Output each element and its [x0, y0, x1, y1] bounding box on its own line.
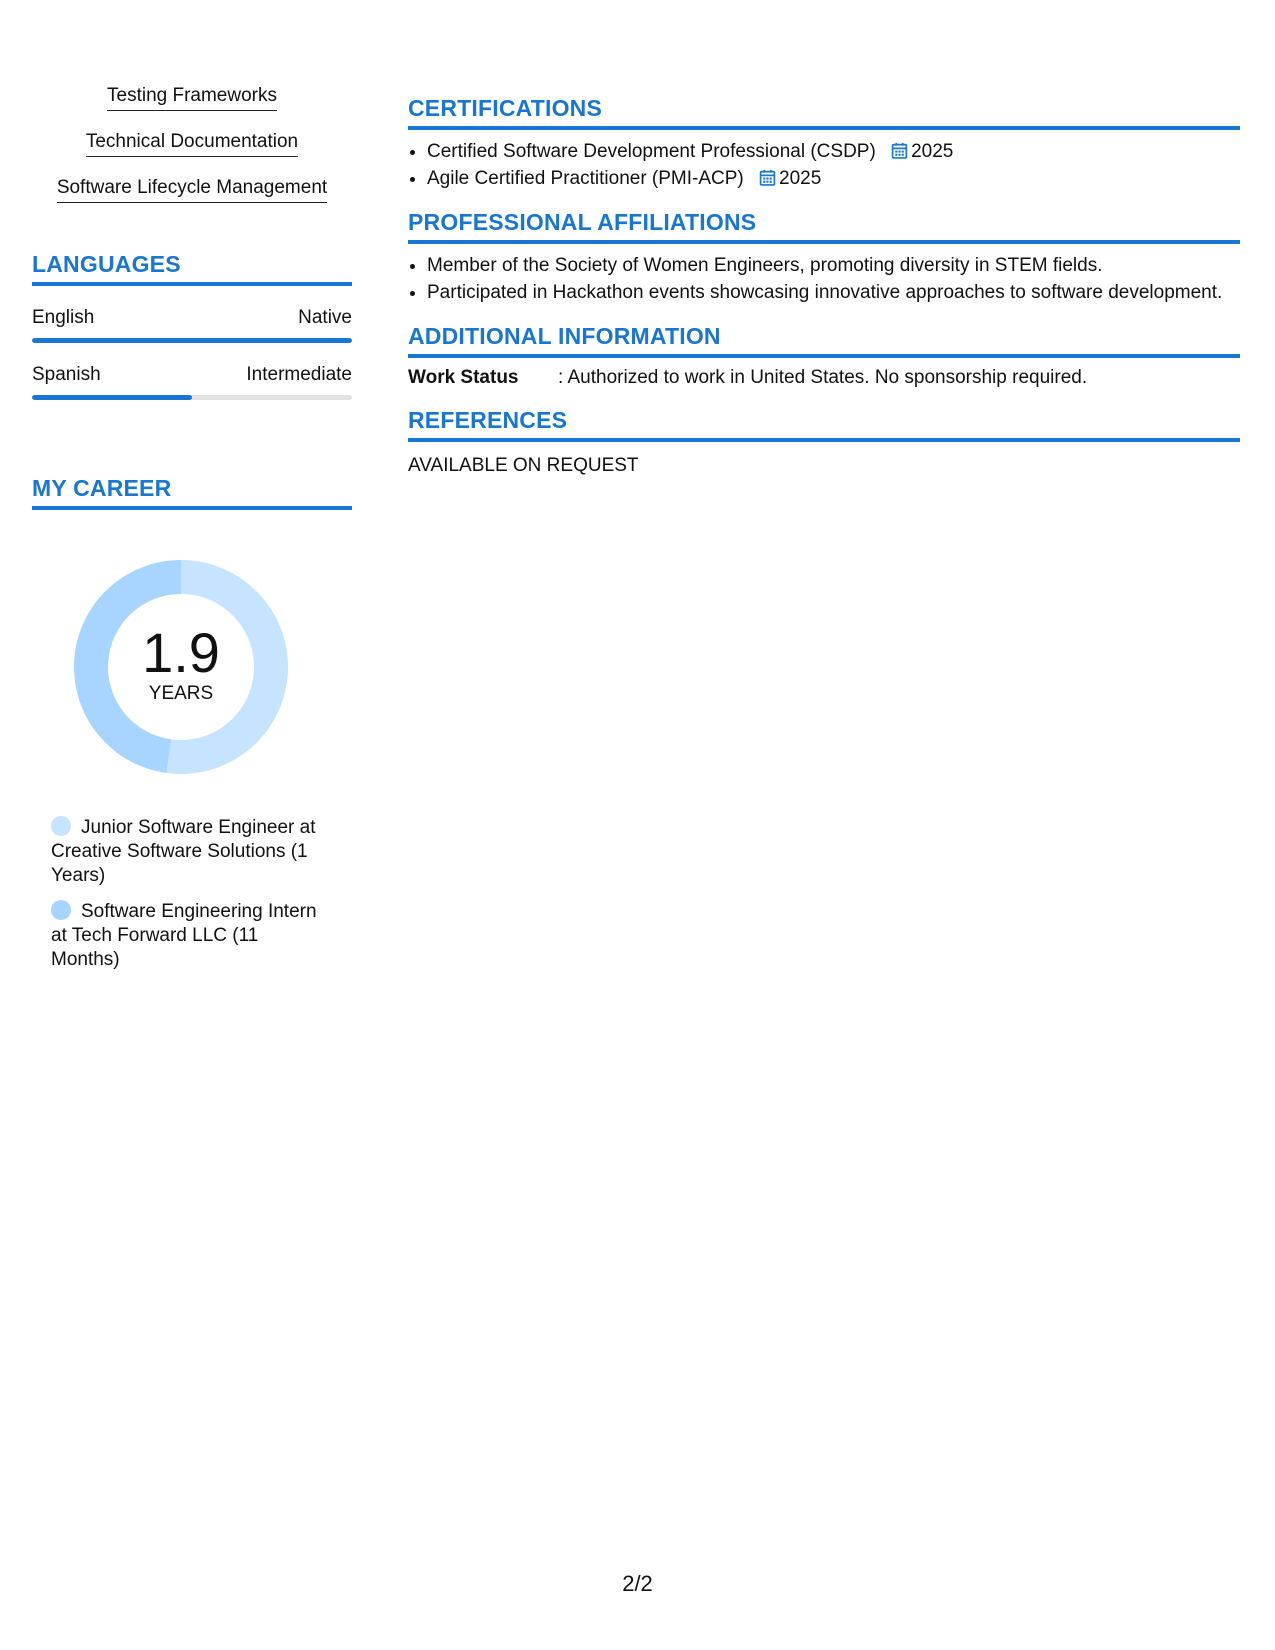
certifications-list: [408, 138, 1240, 192]
career-legend-item: [51, 816, 321, 888]
career-total-value: 1.9: [142, 621, 220, 684]
language-item: [32, 363, 352, 400]
additional-info-section: [408, 322, 1240, 390]
certification-date: [759, 165, 821, 192]
career-legend-label: Junior Software Engineer at Creative Software Solutions (1 Years): [51, 817, 316, 886]
references-text: AVAILABLE ON REQUEST: [408, 455, 639, 476]
language-item: [32, 306, 352, 343]
language-proficiency-bar: [32, 338, 352, 343]
certification-year: 2025: [911, 141, 954, 162]
language-level: Native: [298, 307, 352, 328]
career-donut-chart: [66, 552, 296, 782]
certification-date: [891, 138, 953, 165]
language-proficiency-fill: [32, 395, 192, 400]
certifications-heading: CERTIFICATIONS: [408, 94, 1240, 130]
right-column: [408, 94, 1240, 494]
language-name: Spanish: [32, 364, 101, 385]
career-section: [32, 474, 352, 972]
skills-list: [32, 84, 352, 222]
certification-item: [427, 165, 1240, 192]
page-number: 2/2: [622, 1571, 653, 1596]
languages-heading: LANGUAGES: [32, 250, 352, 286]
affiliations-section: [408, 208, 1240, 306]
donut-center: [66, 552, 296, 782]
language-name: English: [32, 307, 95, 328]
language-proficiency-fill: [32, 338, 352, 343]
references-section: [408, 406, 1240, 478]
affiliations-heading: PROFESSIONAL AFFILIATIONS: [408, 208, 1240, 244]
career-heading: MY CAREER: [32, 474, 352, 510]
certification-year: 2025: [779, 168, 822, 189]
career-legend: [51, 816, 321, 972]
skill-tag: Technical Documentation: [86, 130, 298, 157]
certifications-section: [408, 94, 1240, 192]
work-status-row: [408, 366, 1240, 390]
language-level: Intermediate: [246, 364, 352, 385]
certification-item: [427, 138, 1240, 165]
career-total-unit: YEARS: [148, 683, 214, 704]
languages-section: [32, 250, 352, 400]
left-column: [32, 84, 352, 984]
work-status-label: Work Status: [408, 367, 519, 388]
career-legend-item: [51, 900, 321, 972]
calendar-icon: [891, 142, 908, 159]
work-status-value: : Authorized to work in United States. No sponsorship required.: [558, 367, 1088, 388]
legend-dot-icon: [51, 816, 71, 836]
certification-name: Agile Certified Practitioner (PMI-ACP): [427, 168, 744, 189]
affiliations-list: [408, 252, 1240, 306]
affiliation-item: • Participated in Hackathon events showcasing innovative approaches to software development.: [427, 279, 1240, 306]
additional-info-heading: ADDITIONAL INFORMATION: [408, 322, 1240, 358]
affiliation-item: • Member of the Society of Women Engineers, promoting diversity in STEM fields.: [427, 252, 1240, 279]
calendar-icon: [759, 169, 776, 186]
career-legend-label: Software Engineering Intern at Tech Forward LLC (11 Months): [51, 901, 317, 970]
skill-tag: Software Lifecycle Management: [57, 176, 327, 203]
skill-tag: Testing Frameworks: [107, 84, 277, 111]
language-proficiency-bar: [32, 395, 352, 400]
references-heading: REFERENCES: [408, 406, 1240, 442]
certification-name: Certified Software Development Professional (CSDP): [427, 141, 876, 162]
legend-dot-icon: [51, 900, 71, 920]
